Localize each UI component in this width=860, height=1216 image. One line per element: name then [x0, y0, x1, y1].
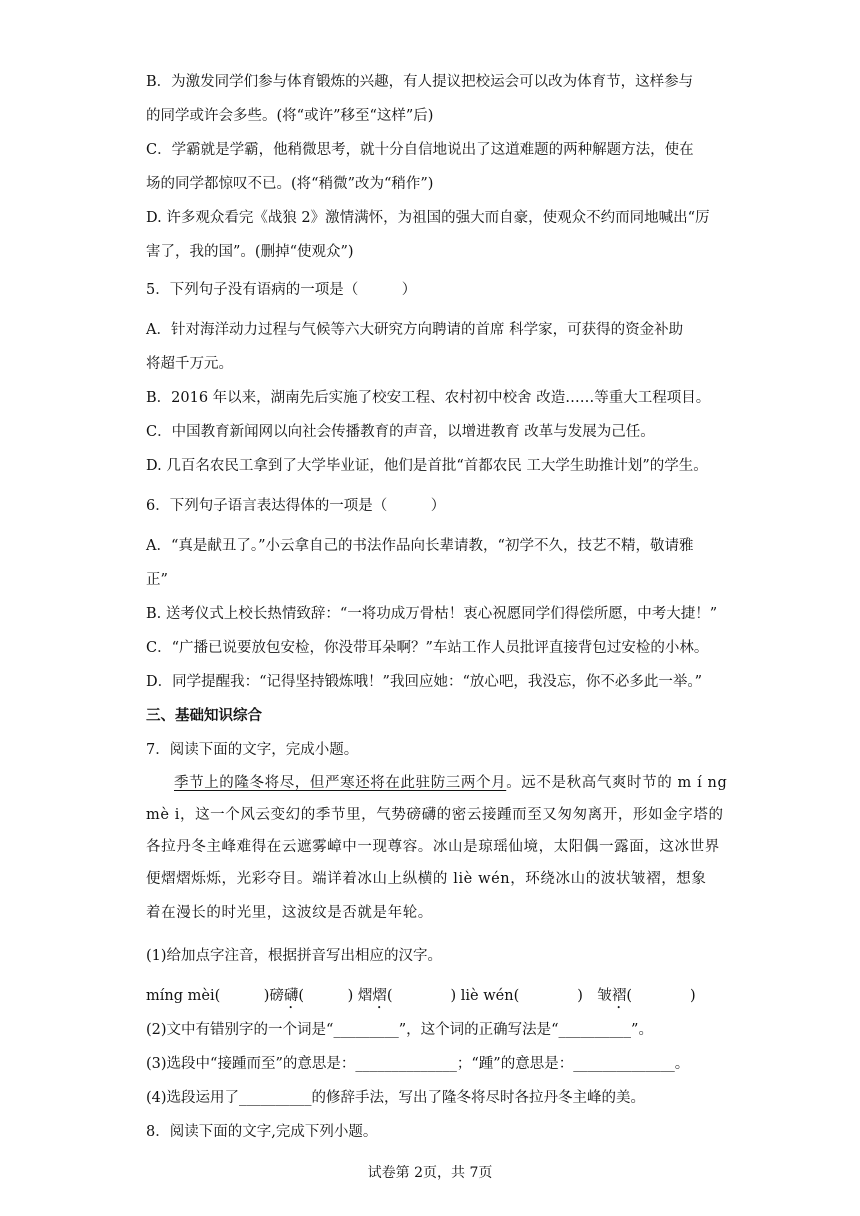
question-8: 8．阅读下面的文字,完成下列小题。	[146, 1124, 378, 1140]
sub-question-1-blanks	[146, 986, 696, 1012]
sub-question-2: (2)文中有错别字的一个词是“_________”，这个词的正确写法是“__________”。	[146, 1022, 653, 1038]
passage-line2: mè i，这一个风云变幻的季节里，气势磅礴的密云接踵而至又匆匆离开，形如金字塔的	[146, 807, 724, 823]
q6-option-c: C．“广播已说要放包安检，你没带耳朵啊？”车站工作人员批评直接背包过安检的小林。	[146, 640, 709, 656]
sub-question-1: (1)给加点字注音，根据拼音写出相应的汉字。	[146, 948, 443, 964]
q6-option-a-line2: 正”	[146, 572, 168, 588]
dotted-char: 礴	[283, 988, 299, 1004]
q6-option-b: B. 送考仪式上校长热情致辞：“一将功成万骨枯！衷心祝愿同学们得偿所愿，中考大捷！”	[146, 606, 718, 622]
q5-option-b: B．2016 年以来，湖南先后实施了校安工程、农村初中校舍 改造……等重大工程项目。	[146, 390, 711, 406]
passage-line1	[174, 773, 727, 793]
q5-option-a-line1: A．针对海洋动力过程与气候等六大研究方向聘请的首席 科学家，可获得的资金补助	[146, 322, 684, 338]
option-d-line2: 害了，我的国”。(删掉“使观众”)	[146, 244, 354, 260]
dotted-char: 熠	[372, 988, 387, 1004]
section-heading: 三、基础知识综合	[146, 707, 262, 724]
blank-text: ( ) liè wén( ) 皱	[386, 988, 612, 1004]
sub-question-3: (3)选段中“接踵而至”的意思是：______________；“踵”的意思是：______________。	[146, 1056, 690, 1072]
sub-question-4: (4)选段运用了__________的修辞手法，写出了隆冬将尽时各拉丹冬主峰的美。	[146, 1090, 646, 1106]
option-d-line1: D. 许多观众看完《战狼 2》激情满怀，为祖国的强大而自豪，使观众不约而同地喊出“厉	[146, 210, 710, 226]
blank-text: ( )	[626, 988, 696, 1004]
q6-option-d: D．同学提醒我：“记得坚持锻炼哦！”我回应她：“放心吧，我没忘，你不必多此一举。”	[146, 674, 703, 690]
passage-line3: 各拉丹冬主峰难得在云遮雾嶂中一现尊容。冰山是琼瑶仙境，太阳偶一露面，这冰世界	[146, 839, 720, 855]
question-6: 6．下列句子语言表达得体的一项是（ ）	[146, 498, 446, 514]
passage-line4: 便熠熠烁烁，光彩夺目。端详着冰山上纵横的 liè wén，环绕冰山的波状皱褶，想象	[146, 871, 707, 887]
blank-text: míng mèi( )磅	[146, 988, 284, 1004]
question-5: 5．下列句子没有语病的一项是（ ）	[146, 282, 417, 298]
dotted-char: 褶	[611, 988, 627, 1004]
q5-option-a-line2: 将超千万元。	[146, 356, 233, 372]
q5-option-d: D. 几百名农民工拿到了大学毕业证，他们是首批“首都农民 工大学生助推计划”的学生。	[146, 458, 708, 474]
q5-option-c: C．中国教育新闻网以向社会传播教育的声音，以增进教育 改革与发展为己任。	[146, 424, 655, 440]
option-c-line1: C．学霸就是学霸，他稍微思考，就十分自信地说出了这道难题的两种解题方法，使在	[146, 142, 694, 158]
passage-line1-rest: 。远不是秋高气爽时节的 m í ng	[506, 775, 728, 791]
page-footer: 试卷第 2页，共 7页	[367, 1165, 493, 1181]
option-b-line2: 的同学或许会多些。(将“或许”移至“这样”后)	[146, 108, 434, 124]
option-b-line1: B．为激发同学们参与体育锻炼的兴趣，有人提议把校运会可以改为体育节，这样参与	[146, 74, 694, 90]
blank-text: ( ) 熠	[298, 988, 373, 1004]
question-7: 7．阅读下面的文字，完成小题。	[146, 742, 359, 758]
passage-line5: 着在漫长的时光里，这波纹是否就是年轮。	[146, 905, 433, 921]
option-c-line2: 场的同学都惊叹不已。(将“稍微”改为“稍作”)	[146, 176, 434, 192]
q6-option-a-line1: A．“真是献丑了。”小云拿自己的书法作品向长辈请教，“初学不久，技艺不精，敬请雅	[146, 538, 694, 554]
underlined-sentence: 季节上的隆冬将尽，但严寒还将在此驻防三两个月	[174, 775, 507, 791]
